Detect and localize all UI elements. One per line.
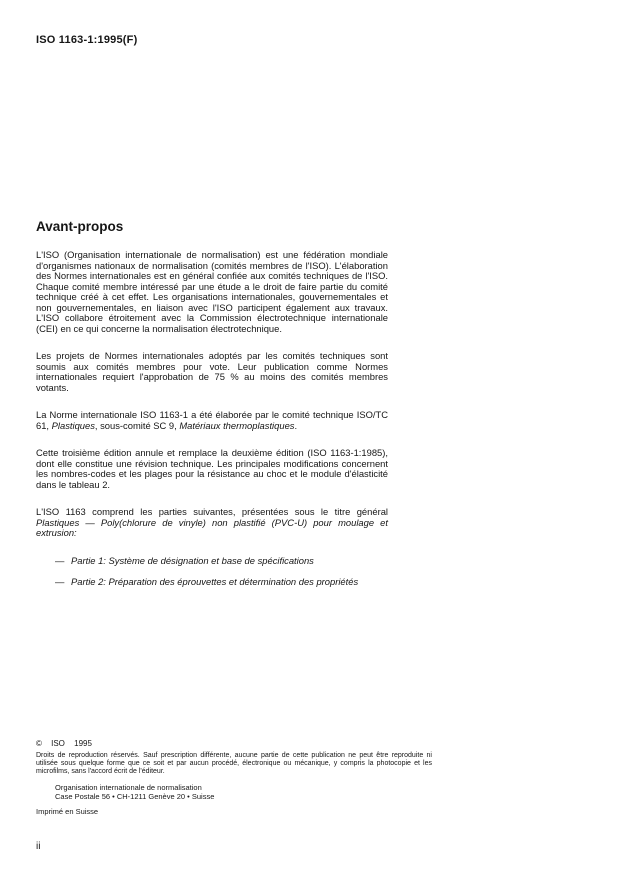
copyright-line: © ISO 1995: [36, 739, 92, 748]
list-item-part-1: [55, 556, 365, 567]
publisher-block: [55, 783, 434, 802]
rights-notice: Droits de reproduction réservés. Sauf prescription différente, aucune partie de cette publication ne peut être reproduite ni utilisée sous quelque forme que ce soit et par aucun procédé, électronique ou mécanique, y compris la photocopie et les microfilms, sans l'accord écrit de l'éditeur.: [36, 752, 432, 776]
list-dash: —: [55, 554, 65, 566]
list-item-text: Partie 1: Système de désignation et base de spécifications: [71, 554, 314, 566]
paragraph-draft-standards: Les projets de Normes internationales adoptés par les comités techniques sont soumis aux comités membres pour vote. Leur publication comme Normes internationales requiert l'approbation de 75 % au moins des comités membres votants.: [36, 350, 388, 393]
paragraph-committee: La Norme internationale ISO 1163-1 a été élaborée par le comité technique ISO/TC 61, Plastiques, sous-comité SC 9, Matériaux thermoplastiques.: [36, 409, 388, 431]
page-number: ii: [36, 841, 41, 852]
printed-in: Imprimé en Suisse: [36, 806, 99, 816]
section-title: Avant-propos: [36, 219, 124, 234]
parts-list: [36, 556, 388, 588]
list-item-text: Partie 2: Préparation des éprouvettes et détermination des propriétés: [71, 576, 359, 587]
list-dash: —: [55, 576, 65, 587]
document-reference: ISO 1163-1:1995(F): [36, 34, 138, 46]
paragraph-third-edition: Cette troisième édition annule et remplace la deuxième édition (ISO 1163-1:1985), dont elle constitue une révision technique. Les principales modifications concernent les nombres-codes et les plages pour la résistance au choc et le module d'élasticité dans le tableau 2.: [36, 447, 388, 490]
list-item-part-2: [55, 577, 365, 588]
paragraph-parts-intro: L'ISO 1163 comprend les parties suivantes, présentées sous le titre général Plastiques — Poly(chlorure de vinyle) non plastifié (PVC-U) pour moulage et extrusion:: [36, 506, 388, 538]
publisher-name: Organisation internationale de normalisation: [55, 782, 202, 792]
page-footer: [36, 739, 434, 816]
foreword-section: [36, 219, 388, 599]
publisher-address: Case Postale 56 • CH-1211 Genève 20 • Suisse: [55, 792, 215, 802]
paragraph-iso-federation: L'ISO (Organisation internationale de normalisation) est une fédération mondiale d'organismes nationaux de normalisation (comités membres de l'ISO). L'élaboration des Normes internationales est en général confiée aux comités techniques de l'ISO. Chaque comité membre intéressé par une étude a le droit de faire partie du comité technique créé à cet effet. Les organisations internationales, gouvernementales et non gouvernementales, en liaison avec l'ISO participent également aux travaux. L'ISO collabore étroitement avec la Commission électrotechnique internationale (CEI) en ce qui concerne la normalisation électrotechnique.: [36, 249, 388, 334]
